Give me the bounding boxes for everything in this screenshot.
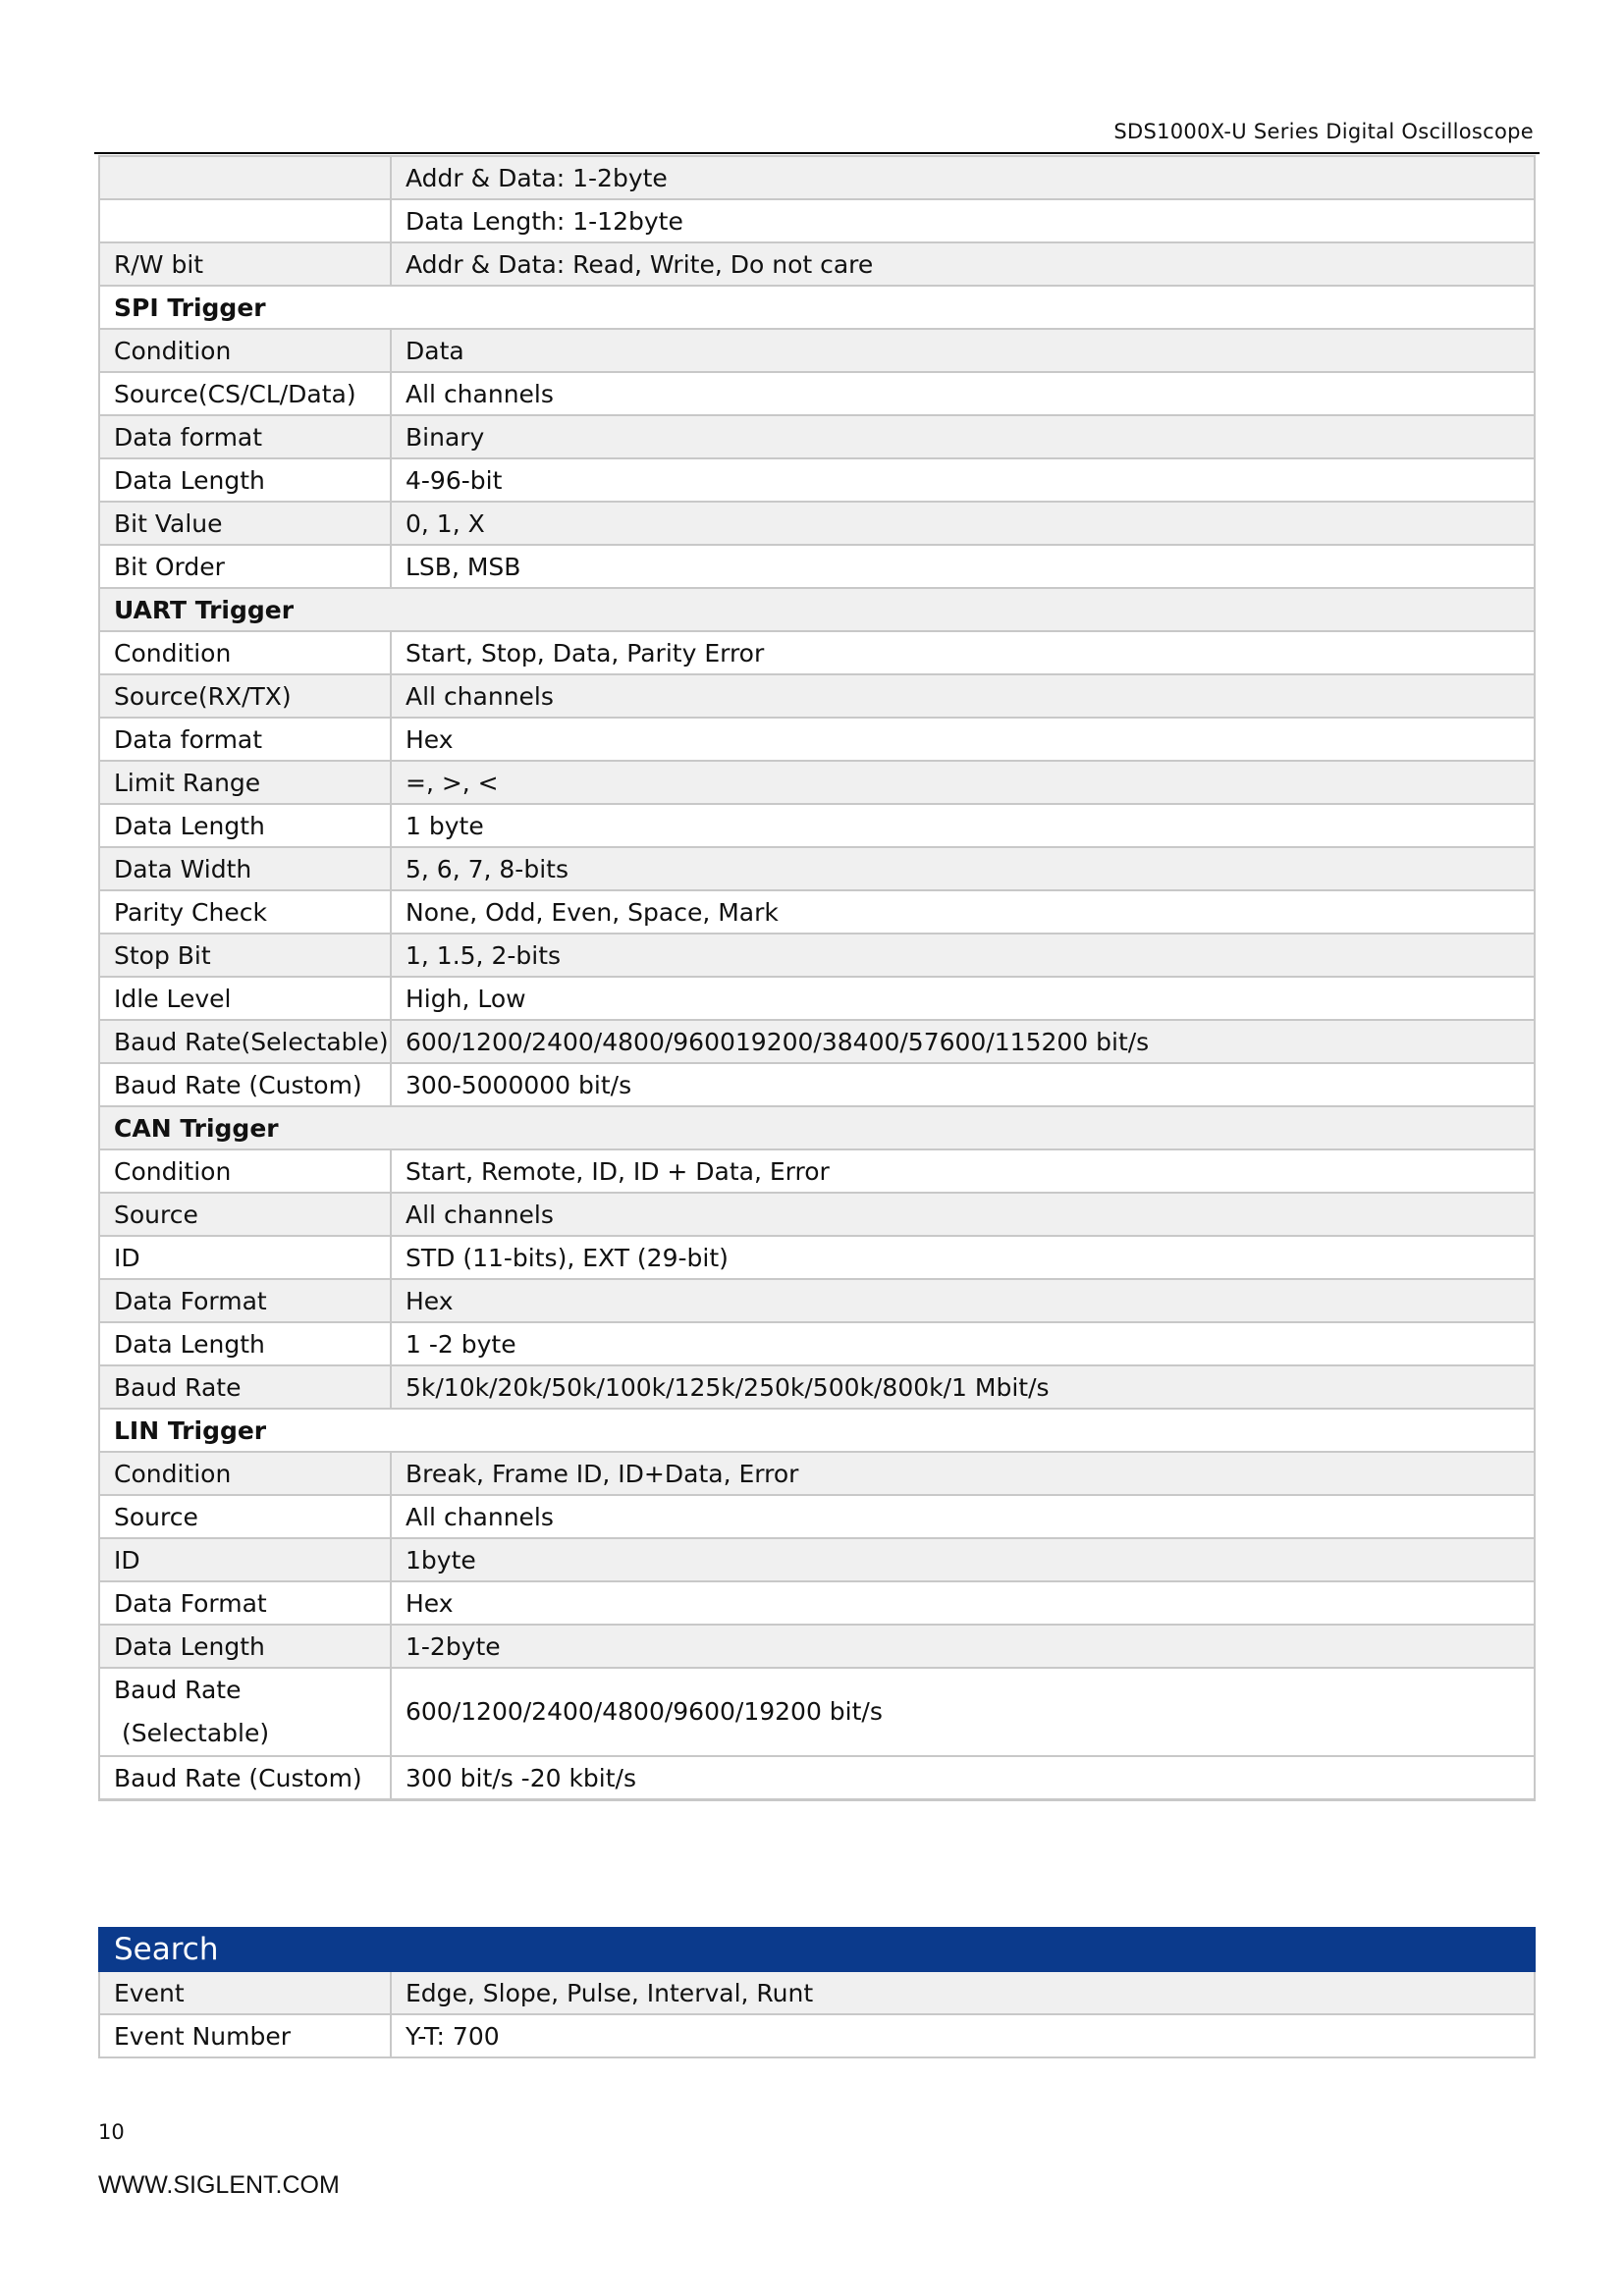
spec-label: Data format [99, 718, 391, 761]
table-row [99, 761, 1535, 804]
header-divider [94, 152, 1540, 154]
spec-label-line: Baud Rate [114, 1676, 242, 1704]
spec-value: 1, 1.5, 2-bits [391, 934, 1535, 977]
table-row [99, 156, 1535, 199]
table-row [99, 372, 1535, 415]
spec-label: Data format [99, 415, 391, 458]
spec-value: All channels [391, 674, 1535, 718]
spec-value: LSB, MSB [391, 545, 1535, 588]
spec-value: All channels [391, 372, 1535, 415]
spec-value: 0, 1, X [391, 502, 1535, 545]
spec-value: Break, Frame ID, ID+Data, Error [391, 1452, 1535, 1495]
section-title: CAN Trigger [99, 1106, 1535, 1149]
trigger-spec-table [98, 155, 1536, 1801]
spec-label: Data Length [99, 458, 391, 502]
section-header-row [99, 286, 1535, 329]
table-row [99, 1452, 1535, 1495]
spec-value: Data [391, 329, 1535, 372]
spec-label: Condition [99, 1149, 391, 1193]
spec-label: Baud Rate(Selectable) [99, 1020, 391, 1063]
spec-value: Hex [391, 1581, 1535, 1625]
spec-value: All channels [391, 1193, 1535, 1236]
table-row [99, 415, 1535, 458]
page-number: 10 [98, 2120, 125, 2144]
spec-value: None, Odd, Even, Space, Mark [391, 890, 1535, 934]
spec-label: Data Width [99, 847, 391, 890]
spec-label: Idle Level [99, 977, 391, 1020]
spec-label: Event Number [99, 2014, 391, 2057]
document-header-title: SDS1000X-U Series Digital Oscilloscope [1113, 120, 1534, 143]
spec-label: ID [99, 1538, 391, 1581]
spec-value: All channels [391, 1495, 1535, 1538]
spec-value: Y-T: 700 [391, 2014, 1535, 2057]
spec-label: Source(RX/TX) [99, 674, 391, 718]
spec-label: Data Format [99, 1279, 391, 1322]
spec-label: Event [99, 1971, 391, 2014]
spec-label: Condition [99, 631, 391, 674]
spec-value: STD (11-bits), EXT (29-bit) [391, 1236, 1535, 1279]
spec-label: Source [99, 1495, 391, 1538]
spec-value: Start, Remote, ID, ID + Data, Error [391, 1149, 1535, 1193]
spec-value: 300-5000000 bit/s [391, 1063, 1535, 1106]
spec-value: 300 bit/s -20 kbit/s [391, 1756, 1535, 1800]
table-row [99, 1149, 1535, 1193]
spec-label: Condition [99, 1452, 391, 1495]
spec-value: Edge, Slope, Pulse, Interval, Runt [391, 1971, 1535, 2014]
search-section-header [99, 1928, 1535, 1971]
footer-url: WWW.SIGLENT.COM [98, 2171, 340, 2199]
table-row [99, 1279, 1535, 1322]
table-row [99, 804, 1535, 847]
table-row [99, 847, 1535, 890]
table-row [99, 1538, 1535, 1581]
section-title: SPI Trigger [99, 286, 1535, 329]
spec-label: Condition [99, 329, 391, 372]
spec-label: ID [99, 1236, 391, 1279]
spec-value: 5, 6, 7, 8-bits [391, 847, 1535, 890]
spec-label-line: (Selectable) [114, 1719, 270, 1747]
spec-label: Data Format [99, 1581, 391, 1625]
spec-label: Source [99, 1193, 391, 1236]
spec-value: 4-96-bit [391, 458, 1535, 502]
spec-label: Bit Order [99, 545, 391, 588]
spec-value: 5k/10k/20k/50k/100k/125k/250k/500k/800k/1 Mbit/s [391, 1365, 1535, 1409]
spec-label: Data Length [99, 1625, 391, 1668]
spec-label: Limit Range [99, 761, 391, 804]
spec-label: Source(CS/CL/Data) [99, 372, 391, 415]
spec-value: Data Length: 1-12byte [391, 199, 1535, 242]
table-row [99, 1063, 1535, 1106]
section-header-row [99, 1106, 1535, 1149]
spec-label [99, 1668, 391, 1756]
table-row [99, 502, 1535, 545]
spec-label [99, 199, 391, 242]
table-row [99, 1625, 1535, 1668]
table-row [99, 2014, 1535, 2057]
spec-value: 1byte [391, 1538, 1535, 1581]
spec-value: =, >, < [391, 761, 1535, 804]
spec-value: Start, Stop, Data, Parity Error [391, 631, 1535, 674]
table-row [99, 890, 1535, 934]
spec-value: Hex [391, 1279, 1535, 1322]
table-row [99, 1581, 1535, 1625]
section-header-row [99, 1409, 1535, 1452]
table-row [99, 674, 1535, 718]
spec-label: Bit Value [99, 502, 391, 545]
table-row [99, 977, 1535, 1020]
spec-value: 1-2byte [391, 1625, 1535, 1668]
table-row [99, 1322, 1535, 1365]
section-title: LIN Trigger [99, 1409, 1535, 1452]
spec-label: Data Length [99, 804, 391, 847]
table-row [99, 545, 1535, 588]
spec-value: 600/1200/2400/4800/960019200/38400/57600/115200 bit/s [391, 1020, 1535, 1063]
spec-value: 1 byte [391, 804, 1535, 847]
table-row [99, 1236, 1535, 1279]
table-row [99, 1495, 1535, 1538]
spec-label: Baud Rate [99, 1365, 391, 1409]
section-title: UART Trigger [99, 588, 1535, 631]
table-row [99, 1020, 1535, 1063]
spec-label: Baud Rate (Custom) [99, 1756, 391, 1800]
table-row [99, 631, 1535, 674]
spec-label: R/W bit [99, 242, 391, 286]
spec-value: Addr & Data: 1-2byte [391, 156, 1535, 199]
search-spec-table [98, 1927, 1536, 2058]
section-header-row [99, 588, 1535, 631]
spec-value: Addr & Data: Read, Write, Do not care [391, 242, 1535, 286]
table-row [99, 1193, 1535, 1236]
table-row [99, 199, 1535, 242]
table-row [99, 1668, 1535, 1756]
table-row [99, 1365, 1535, 1409]
table-row [99, 1756, 1535, 1800]
search-title: Search [99, 1928, 1535, 1971]
spec-value: 1 -2 byte [391, 1322, 1535, 1365]
spec-value: Hex [391, 718, 1535, 761]
spec-value: High, Low [391, 977, 1535, 1020]
table-row [99, 718, 1535, 761]
spec-label [99, 156, 391, 199]
spec-label: Parity Check [99, 890, 391, 934]
table-row [99, 1971, 1535, 2014]
spec-label: Data Length [99, 1322, 391, 1365]
table-row [99, 329, 1535, 372]
table-row [99, 934, 1535, 977]
spec-label: Baud Rate (Custom) [99, 1063, 391, 1106]
table-row [99, 458, 1535, 502]
spec-value: 600/1200/2400/4800/9600/19200 bit/s [391, 1668, 1535, 1756]
spec-value: Binary [391, 415, 1535, 458]
spec-label: Stop Bit [99, 934, 391, 977]
table-row [99, 242, 1535, 286]
